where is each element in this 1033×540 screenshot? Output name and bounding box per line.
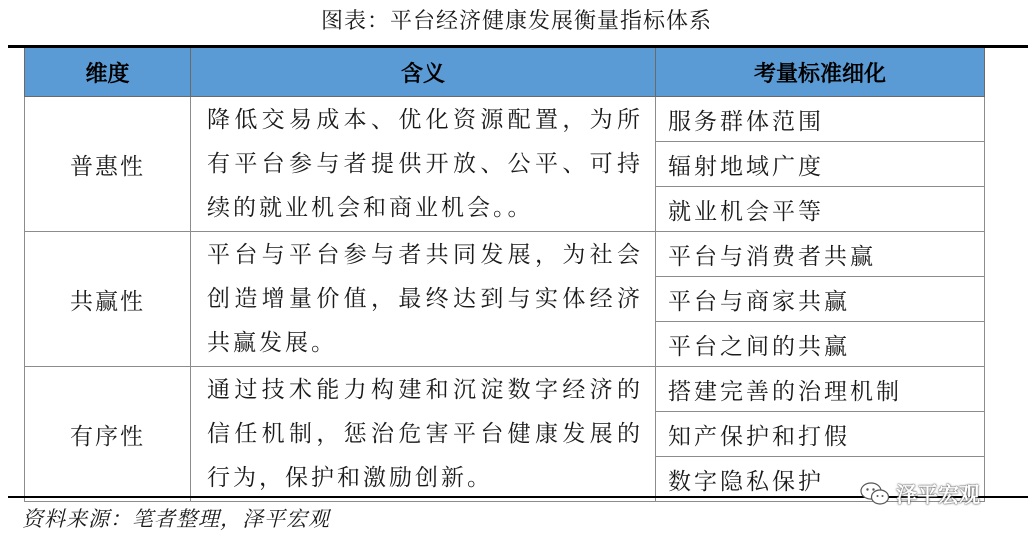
indicator-table	[24, 48, 985, 502]
meaning-cell: 平台与平台参与者共同发展，为社会创造增量价值，最终达到与实体经济共赢发展。	[191, 232, 656, 367]
table-header-row	[25, 48, 985, 97]
criteria-cell: 知产保护和打假	[656, 412, 985, 457]
meaning-cell: 通过技术能力构建和沉淀数字经济的信任机制，惩治危害平台健康发展的行为，保护和激励创新。	[191, 367, 656, 502]
header-criteria: 考量标准细化	[656, 48, 985, 97]
header-dimension: 维度	[25, 48, 191, 97]
table-row	[25, 97, 985, 142]
dimension-cell: 普惠性	[25, 97, 191, 232]
criteria-cell: 搭建完善的治理机制	[656, 367, 985, 412]
meaning-cell: 降低交易成本、优化资源配置，为所有平台参与者提供开放、公平、可持续的就业机会和商业机会。。	[191, 97, 656, 232]
criteria-cell: 平台与消费者共赢	[656, 232, 985, 277]
watermark	[860, 480, 980, 508]
criteria-cell: 平台与商家共赢	[656, 277, 985, 322]
table-row	[25, 232, 985, 277]
criteria-cell: 服务群体范围	[656, 97, 985, 142]
wechat-icon	[860, 481, 890, 507]
criteria-cell: 辐射地域广度	[656, 142, 985, 187]
figure-title: 图表：平台经济健康发展衡量指标体系	[320, 9, 712, 34]
criteria-cell: 平台之间的共赢	[656, 322, 985, 367]
dimension-cell: 共赢性	[25, 232, 191, 367]
source-note: 资料来源：笔者整理，泽平宏观	[22, 507, 330, 531]
criteria-cell: 数字隐私保护	[656, 457, 985, 502]
criteria-cell: 就业机会平等	[656, 187, 985, 232]
header-meaning: 含义	[191, 48, 656, 97]
dimension-cell: 有序性	[25, 367, 191, 502]
table-row	[25, 367, 985, 412]
watermark-text: 泽平宏观	[896, 483, 980, 507]
